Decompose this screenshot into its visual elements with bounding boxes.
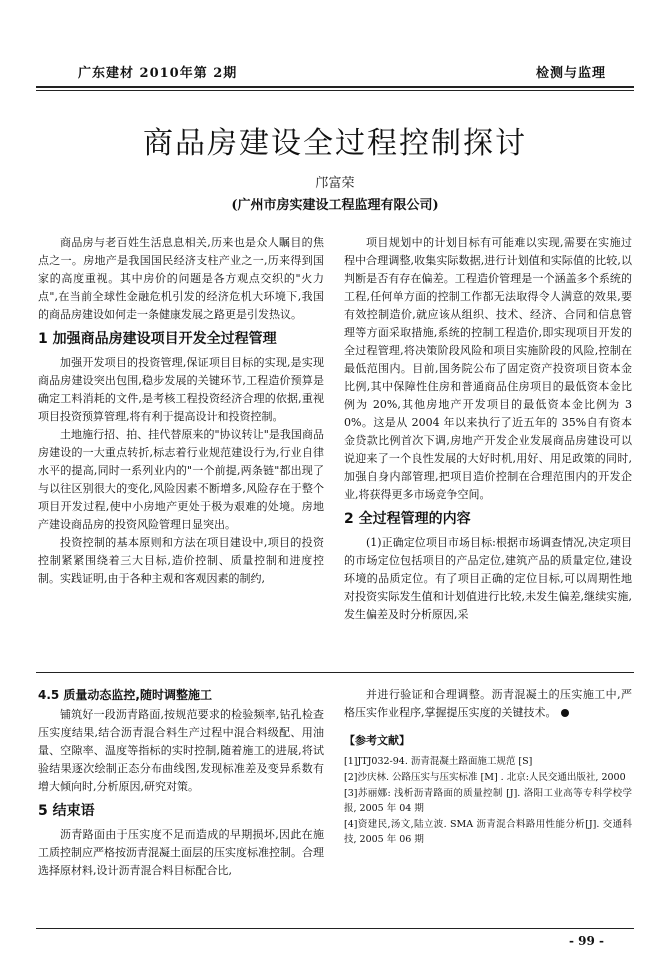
page-number: - 99 - [568,934,604,948]
column-bottom-left [38,686,324,886]
reference-item: [4]资建民,汤文,陆立波. SMA 沥青混合料路用性能分析[J]. 交通科技, 2005 年 06 期 [344,819,632,845]
column-top-right [344,234,632,660]
closing-paragraph [344,686,632,722]
closing-text: 并进行验证和合理调整。沥青混凝土的压实施工中,严格压实作业程序,掌握提压实度的关键技术。 [344,688,632,719]
reference-item: [2]沙庆林. 公路压实与压实标准 [M] . 北京:人民交通出版社, 2000 [344,772,626,783]
column-bottom-right [344,686,632,916]
intro-paragraph: 商品房与老百姓生活息息相关,历来也是众人瞩目的焦点之一。房地产是我国国民经济支柱产业之一,历来得到国家的高度重视。其中房价的问题是各方观点交织的"火力点",在当前全球性金融危机引发的经济危机大环境下,我国的商品房建设如何走一条健康发展之路更是引发热议。 [38,236,324,321]
paragraph: 沥青路面由于压实度不足而造成的早期损坏,因此在施工质控制应严格按沥青混凝土面层的压实度标准控制。合理选择原材料,设计沥青混合料目标配合比, [38,828,324,877]
journal-issue-header: 广东建材 2010年第 2期 [78,66,238,81]
paragraph: (1)正确定位项目市场目标:根据市场调查情况,决定项目的市场定位包括项目的产品定位,建筑产品的质量定位,建设环境的品质定位。有了项目正确的定位目标,可以周期性地对投资实际发生值和计划值进行比较,未发生偏差,继续实施,发生偏差及时分析原因,采 [344,536,632,621]
section-heading-1: 1 加强商品房建设项目开发全过程管理 [38,331,277,347]
section-header: 检测与监理 [535,66,606,81]
article-affiliation: (广州市房实建设工程监理有限公司) [231,198,439,213]
section-heading-2: 2 全过程管理的内容 [344,511,471,527]
references-title: 【参考文献】 [344,734,410,747]
section-heading-5: 5 结束语 [38,803,95,819]
reference-item: [1]JTJ032-94. 沥青混凝土路面施工规范 [S] [344,756,533,767]
header-rule [36,86,634,88]
paragraph: 加强开发项目的投资管理,保证项目目标的实现,是实现商品房建设突出包围,稳步发展的关键环节,工程造价预算是确定工料消耗的文件,是考核工程投资经济合理的依据,重视项目投资预算管理,将有利于提高设计和投资控制。 [38,356,324,423]
paragraph: 土地施行招、拍、挂代替原来的"协议转让"是我国商品房建设的一大重点转折,标志着行业规范建设行为,行业自律水平的提高,同时一系列业内的"一个前提,两条链"都出现了与以往区别很大的变化,风险因素不断增多,风险存在于整个项目开发过程,使中小房地产更处于极为艰难的处境。房地产建设商品房的投资风险管理日显突出。 [38,428,324,531]
reference-item: [3]苏丽娜: 浅析沥青路面的质量控制 [J]. 洛阳工业高等专科学校学报, 2005 年 04 期 [344,788,632,814]
paragraph: 铺筑好一段沥青路面,按规范要求的检验频率,钻孔检查压实度结果,结合沥青混合料生产过程中混合料级配、用油量、空隙率、温度等指标的实时控制,随着施工的进展,将试验结果逐次绘制正态分布曲线图,发现标准差及变异系数有增大倾向时,分析原因,研究对策。 [38,708,324,793]
footer-rule [36,928,634,929]
paragraph: 项目规划中的计划目标有可能难以实现,需要在实施过程中合理调整,收集实际数据,进行计划值和实际值的比较,以判断是否有存在偏差。工程造价管理是一个涵盖多个系统的工程,任何单方面的控制工作都无法取得令人满意的效果,要有效控制造价,就应该从组织、技术、经济、合同和信息管理等方面采取措施,系统的控制工程造价,即实现项目开发的全过程管理,将决策阶段风险和项目实施阶段的风险,控制在最低范围内。目前,国务院公布了固定资产投资项目资本金比例,其中保障性住房和普通商品住房项目的最低资本金比例为 20%,其他房地产开发项目的最低资本金比例为 30%。这是从 2004 年以来执行了近五年的 35%自有资本金贷款比例首次下调,房地产开发企业发展商品房建设可以说迎来了一个良性发展的大好时机,用好、用足政策的同时,加强自身内部管理,把项目造价控制在合理范围内的开发企业,将获得更多市场竞争空间。 [344,236,632,501]
article-author: 邝富荣 [315,176,355,191]
header-rule-thin [36,90,634,91]
article-title: 商品房建设全过程控制探讨 [143,126,527,161]
column-top-left [38,234,324,660]
end-mark-icon [561,709,569,717]
paragraph: 投资控制的基本原则和方法在项目建设中,项目的投资控制紧紧围绕着三大目标,造价控制、质量控制和进度控制。实践证明,由于各种主观和客观因素的制约, [38,536,324,585]
article-separator-rule [36,672,634,673]
section-heading-4-5: 4.5 质量动态监控,随时调整施工 [38,688,212,702]
